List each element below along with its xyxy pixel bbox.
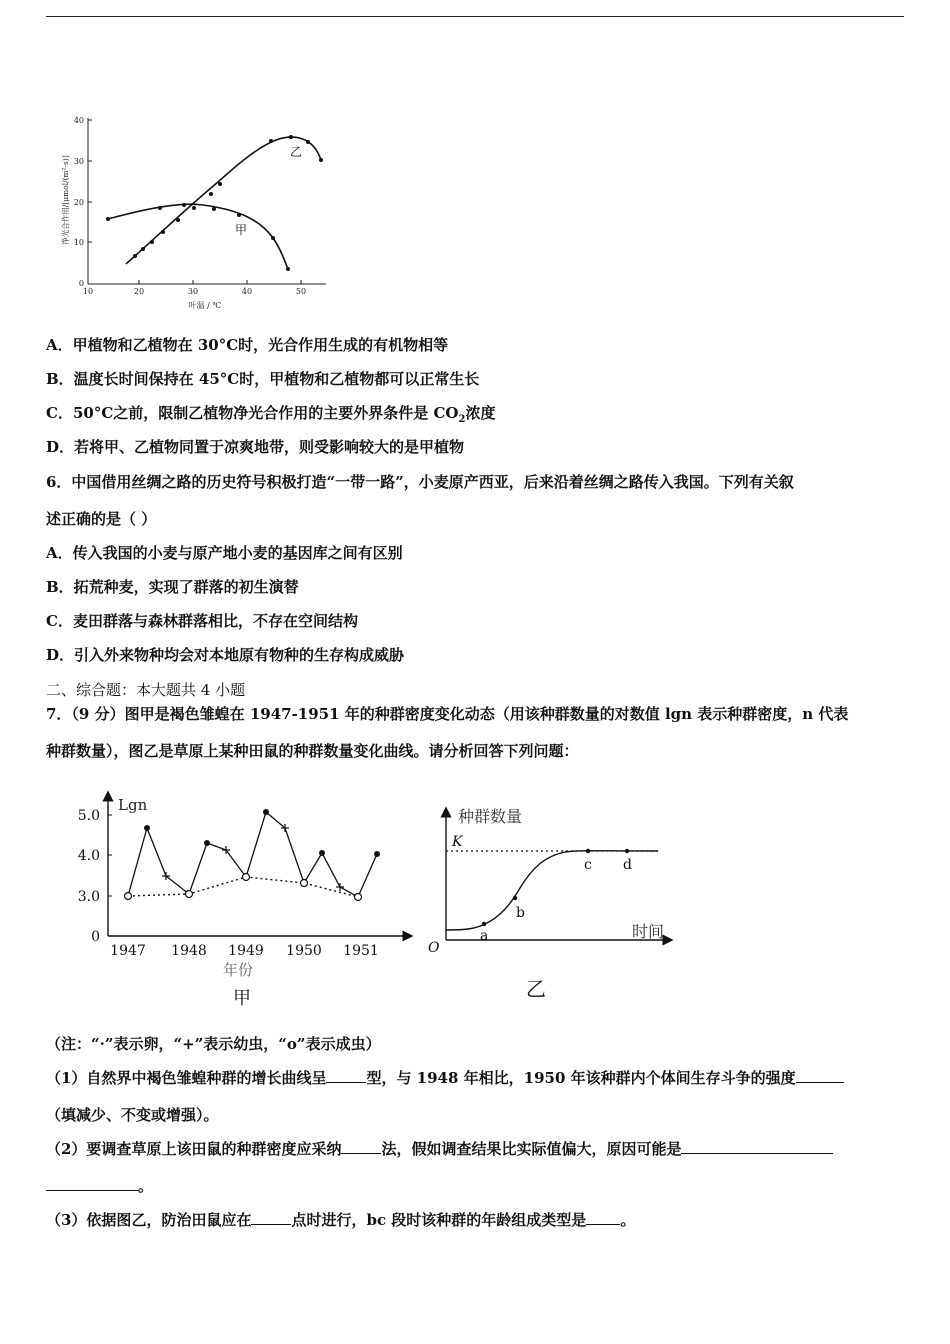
- question-7-line1: 7．（9 分）图甲是褐色雏蝗在 1947-1951 年的种群密度变化动态（用该种群数量的对数值 lgn 表示种群密度，n 代表: [46, 705, 849, 723]
- fig3-origin: O: [428, 940, 440, 956]
- q7-1-blank-1[interactable]: [326, 1068, 366, 1083]
- section-heading: 二、综合题：本大题共 4 小题: [46, 681, 246, 699]
- q7-1-text-b: 型，与 1948 年相比，1950 年该种群内个体间生存斗争的强度: [366, 1069, 796, 1087]
- fig3-caption: 乙: [526, 977, 546, 1001]
- fig2-ytick-4: 4.0: [77, 848, 100, 864]
- fig2-dotted-line: [128, 877, 358, 897]
- vole-population-chart: [420, 800, 680, 1005]
- question-7-1-hint: （填减少、不变或增强）。: [46, 1106, 219, 1124]
- fig1-xtick-40: 40: [241, 287, 253, 296]
- fig2-larva-points: [162, 824, 344, 891]
- fig2-ytick-0: 0: [91, 929, 100, 945]
- fig3-k-label: K: [452, 834, 463, 850]
- fig2-xlabel: 年份: [222, 961, 254, 979]
- question-7-2-cont: [46, 1176, 153, 1196]
- fig3-points: [482, 849, 629, 926]
- fig2-caption: 甲: [233, 988, 251, 1009]
- fig2-xtick-1949: 1949: [228, 943, 264, 959]
- option-5c-tail: 浓度: [465, 404, 496, 422]
- fig3-point-a: a: [480, 928, 489, 944]
- option-5d: D．若将甲、乙植物同置于凉爽地带，则受影响较大的是甲植物: [46, 438, 465, 456]
- question-7-line2: 种群数量），图乙是草原上某种田鼠的种群数量变化曲线。请分析回答下列问题：: [46, 742, 579, 760]
- q7-3-text-b: 点时进行，bc 段时该种群的年龄组成类型是: [291, 1211, 587, 1229]
- question-6-line2: 述正确的是（ ）: [46, 510, 157, 528]
- option-5a: A．甲植物和乙植物在 30°C时，光合作用生成的有机物相等: [46, 336, 449, 354]
- q7-1-blank-2[interactable]: [796, 1068, 844, 1083]
- fig1-ytick-30: 30: [73, 157, 84, 166]
- fig2-xtick-1947: 1947: [110, 943, 146, 959]
- q7-3-blank-1[interactable]: [251, 1210, 291, 1225]
- jia-curve: [108, 204, 288, 269]
- fig2-egg-points: [144, 809, 380, 857]
- fig3-point-b: b: [516, 905, 525, 921]
- fig1-label-jia: 甲: [235, 223, 248, 237]
- fig3-xlabel: 时间: [632, 922, 665, 941]
- fig2-adult-points: [125, 874, 362, 901]
- photosynthesis-chart: [58, 112, 338, 322]
- option-6d: D．引入外来物种均会对本地原有物种的生存构成威胁: [46, 646, 405, 664]
- option-5c: [46, 403, 495, 430]
- fig1-ytick-0: 0: [78, 279, 84, 288]
- co2-subscript: 2: [458, 414, 466, 425]
- fig3-point-d: d: [623, 857, 632, 873]
- locust-density-chart: [72, 790, 417, 1015]
- option-5c-text: C．50°C之前，限制乙植物净光合作用的主要外界条件是 CO: [46, 404, 459, 422]
- q7-2-end: 。: [138, 1177, 154, 1195]
- fig1-ylabel: 净光合作用/[μmol/(m²·s)]: [61, 155, 70, 245]
- q7-2-blank-2[interactable]: [681, 1139, 833, 1154]
- q7-2-text-b: 法，假如调查结果比实际值偏大，原因可能是: [381, 1140, 682, 1158]
- q7-3-text-a: （3）依据图乙，防治田鼠应在: [46, 1211, 252, 1229]
- fig1-ytick-10: 10: [73, 238, 84, 247]
- question-7-3: [46, 1210, 635, 1230]
- question-6-line1: 6．中国借用丝绸之路的历史符号积极打造“一带一路”，小麦原产西亚，后来沿着丝绸之路传入我国。下列有关叙: [46, 473, 794, 491]
- fig1-xtick-10: 10: [82, 287, 94, 296]
- fig2-ytick-3: 3.0: [77, 889, 100, 905]
- option-6b: B．拓荒种麦，实现了群落的初生演替: [46, 578, 299, 596]
- q7-3-end: 。: [620, 1211, 636, 1229]
- fig2-xtick-1950: 1950: [286, 943, 322, 959]
- fig1-ytick-20: 20: [73, 198, 84, 207]
- fig1-ytick-40: 40: [73, 116, 84, 125]
- fig1-xlabel: 叶温 / ℃: [188, 301, 222, 310]
- fig2-xtick-1948: 1948: [171, 943, 207, 959]
- option-6a: A．传入我国的小麦与原产地小麦的基因库之间有区别: [46, 544, 403, 562]
- option-5b: B．温度长时间保持在 45°C时，甲植物和乙植物都可以正常生长: [46, 370, 480, 388]
- question-7-1: [46, 1068, 844, 1088]
- q7-3-blank-2[interactable]: [586, 1210, 620, 1225]
- note-line: （注：“·”表示卵，“+”表示幼虫，“o”表示成虫）: [46, 1035, 381, 1053]
- fig3-point-c: c: [584, 857, 592, 873]
- question-7-2: [46, 1139, 833, 1159]
- q7-2-blank-1[interactable]: [341, 1139, 381, 1154]
- fig2-ylabel: Lgn: [118, 796, 148, 814]
- option-6c: C．麦田群落与森林群落相比，不存在空间结构: [46, 612, 358, 630]
- fig3-ylabel: 种群数量: [458, 807, 523, 826]
- q7-2-text-a: （2）要调查草原上该田鼠的种群密度应采纳: [46, 1140, 342, 1158]
- fig1-xtick-20: 20: [133, 287, 145, 296]
- fig1-xtick-30: 30: [187, 287, 199, 296]
- fig1-label-yi: 乙: [290, 145, 303, 159]
- fig2-xtick-1951: 1951: [343, 943, 379, 959]
- header-rule: [46, 16, 904, 17]
- q7-1-text-a: （1）自然界中褐色雏蝗种群的增长曲线呈: [46, 1069, 327, 1087]
- q7-2-blank-3[interactable]: [46, 1176, 138, 1191]
- fig2-ytick-5: 5.0: [77, 808, 100, 824]
- fig1-xtick-50: 50: [295, 287, 307, 296]
